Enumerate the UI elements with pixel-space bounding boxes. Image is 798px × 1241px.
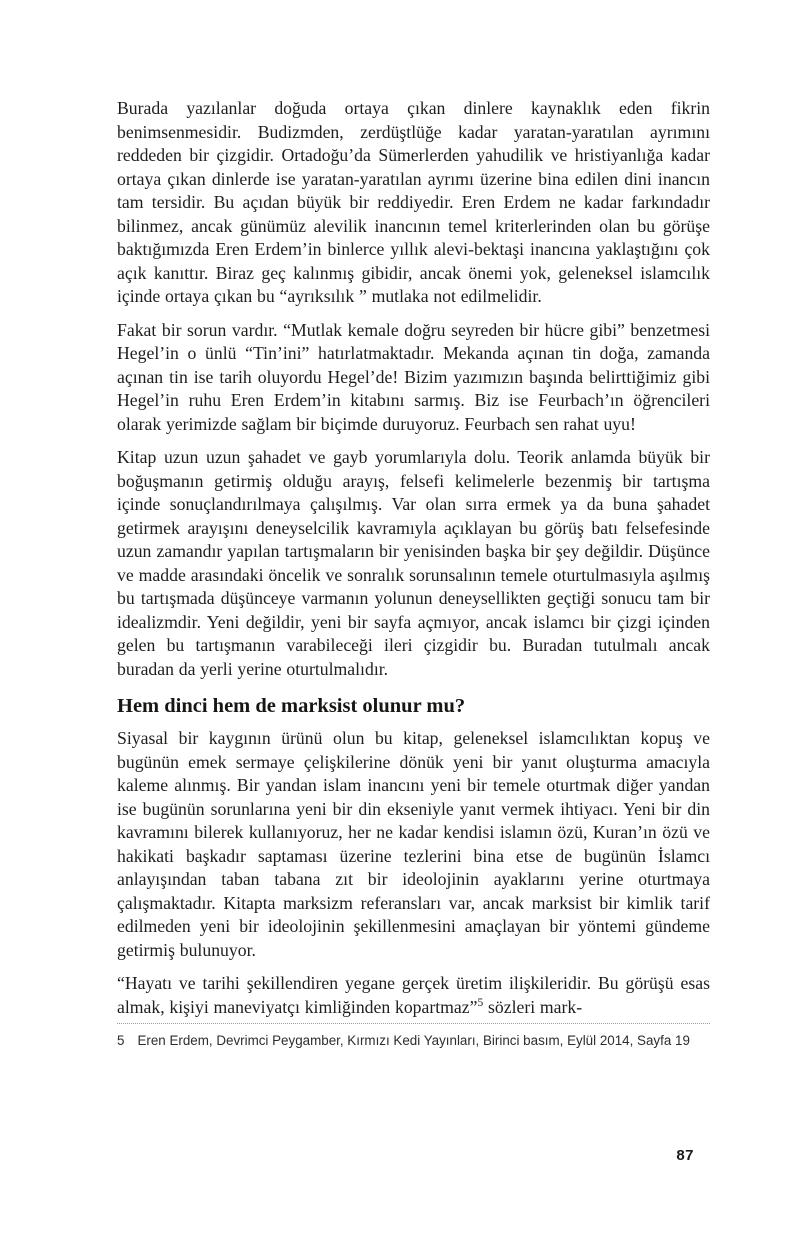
footnote-number: 5 bbox=[117, 1033, 125, 1048]
page-number: 87 bbox=[676, 1147, 694, 1164]
footnote bbox=[117, 1030, 710, 1052]
quote-text: “Hayatı ve tarihi şekillendiren yegane gerçek üretim ilişkileridir. Bu görüşü esas almak, kişiyi maneviyatçı kimliğinden kopartmaz” bbox=[117, 973, 710, 1017]
page-body bbox=[117, 97, 710, 1052]
section-heading: Hem dinci hem de marksist olunur mu? bbox=[117, 695, 466, 717]
paragraph-2: Fakat bir sorun vardır. “Mutlak kemale doğru seyreden bir hücre gibi” benzetmesi Hegel’in o ünlü “Tin’ini” hatırlatmaktadır. Mekanda açınan tin doğa, zamanda açınan tin ise tarih oluyordu Hegel’de! Bizim yazımızın başında belirttiğimiz gibi Hegel’in ruhu Eren Erdem’in kitabını sarmış. Biz ise Feurbach’ın öğrencileri olarak yerimizde sağlam bir biçimde duruyoruz. Feurbach sen rahat uyu! bbox=[117, 319, 710, 434]
paragraph-4: Siyasal bir kaygının ürünü olun bu kitap, geleneksel islamcılıktan kopuş ve bugünün emek sermaye çelişkilerine dönük yeni bir yanıt oluşturma amacıyla kaleme alınmış. Bir yandan islam inancını yeni bir temele oturtmak diğer yandan ise bugünün sorunlarına yeni bir din ekseniyle yanıt vermek ihtiyacı. Yeni bir din kavramını bilerek kullanıyoruz, her ne kadar kendisi islamın özü, Kuran’ın özü ve hakikati başkadır saptaması üzerine tezlerini bina etse de bugünün İslamcı anlayışından taban tabana zıt bir ideolojinin ayaklarını yerine oturtmaya çalışmaktadır. Kitapta marksizm referansları var, ancak marksist bir kimlik tarif edilmeden yeni bir ideolojinin şekillenmesini amaçlayan bir yöntemi gündeme getirmiş bulunuyor. bbox=[117, 728, 710, 960]
footnote-reference-mark: 5 bbox=[477, 996, 484, 1009]
footnote-text: Eren Erdem, Devrimci Peygamber, Kırmızı Kedi Yayınları, Birinci basım, Eylül 2014, Sayfa 19 bbox=[137, 1033, 690, 1048]
paragraph-1: Burada yazılanlar doğuda ortaya çıkan dinlere kaynaklık eden fikrin benimsenmesidir. Budizmden, zerdüştlüğe kadar yaratan-yaratılan ayrımını reddeden bir çizgidir. Ortadoğu’da Sümerlerden yahudilik ve hristiyanlığa kadar ortaya çıkan dinlerde ise yaratan-yaratılan ayrımı üzerine bina edilen dini inancın tam tersidir. Bu açıdan büyük bir reddiyedir. Eren Erdem ne kadar farkındadır bilinmez, ancak günümüz alevilik inancının temel kriterlerinden olan bu görüşe baktığımızda Eren Erdem’in binlerce yıllık alevi-bektaşi inancına yaklaştığını çok açık kanıttır. Biraz geç kalınmış gibidir, ancak önemi yok, geleneksel islamcılık içinde ortaya çıkan bu “ayrıksılık ” mutlaka not edilmelidir. bbox=[117, 98, 710, 306]
footnote-separator-rule bbox=[117, 1023, 710, 1024]
paragraph-3: Kitap uzun uzun şahadet ve gayb yorumlarıyla dolu. Teorik anlamda büyük bir boğuşmanın getirmiş olduğu arayış, felsefi kelimelerle bezenmiş bir tartışma içinde sonuçlandırılmaya çalışılmış. Var olan sırra ermek ya da buna şahadet getirmek arayışını deneyselcilik kavramıyla açıklayan bu görüş batı felsefesinde uzun zamandır yapılan tartışmaların bir yenisinden başka bir şey değildir. Düşünce ve madde arasındaki öncelik ve sonralık sorunsalının temele oturtulmasıyla aşılmış bu tartışmada düşünceye varmanın yolunun deneysellikten geçtiği sonucu tam bir idealizmdir. Yeni değildir, yeni bir sayfa açmıyor, ancak islamcı bir çizgi içinden gelen bu tartışmanın varabileceği ileri çizgidir bu. Buradan tutulmalı ancak buradan da yerli yerine oturtulmalıdır. bbox=[117, 447, 710, 679]
quote-text-continued: sözleri mark- bbox=[483, 996, 583, 1017]
quote-paragraph bbox=[117, 972, 710, 1019]
